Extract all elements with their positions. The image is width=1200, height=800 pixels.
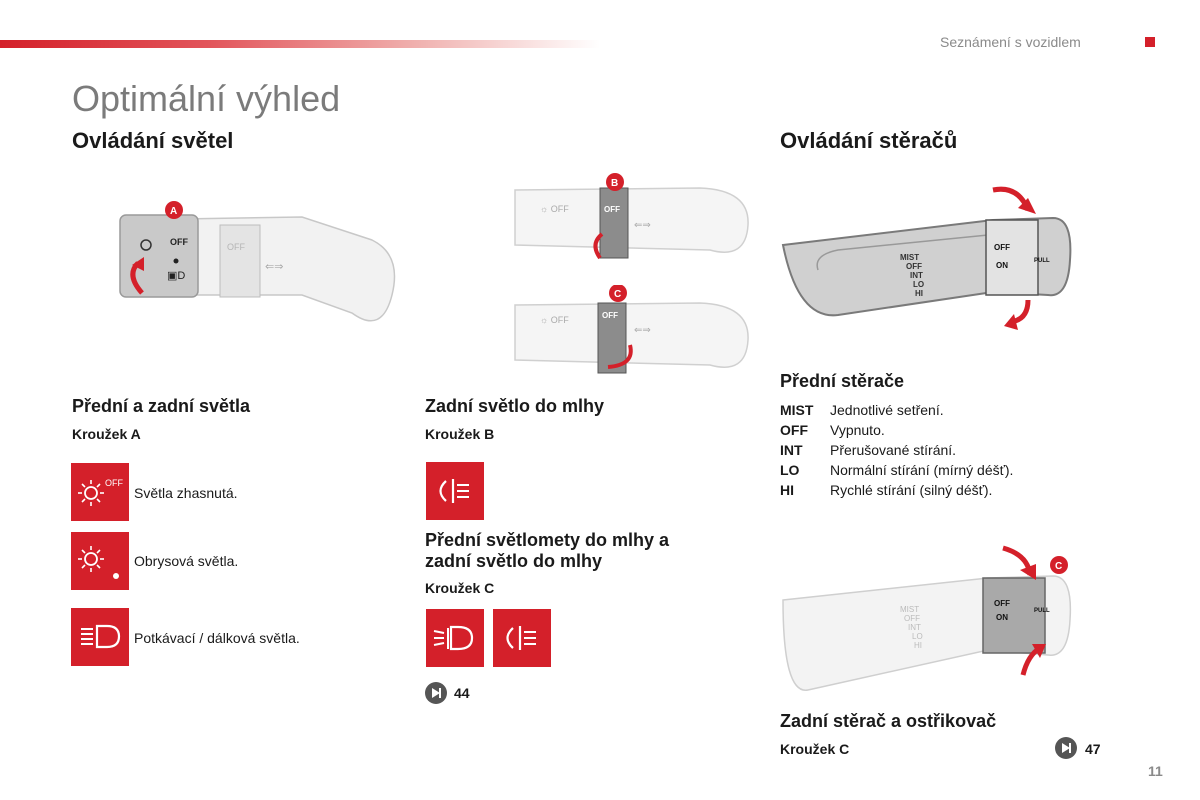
wiper-code: OFF [780,422,808,438]
svg-text:HI: HI [914,641,922,650]
wiper-off-label: OFF [994,243,1010,252]
headlights-label: Potkávací / dálková světla. [134,630,300,646]
rear-fog-title: Zadní světlo do mlhy [425,396,605,416]
section-marker [1145,37,1155,47]
svg-text:⇐⇒: ⇐⇒ [634,325,651,336]
wiper-code: MIST [780,402,814,418]
ring-a-marker: A [170,206,178,217]
wiper-code: INT [780,442,803,458]
front-fog-icon [426,609,484,667]
page-ref-icon[interactable] [425,682,447,704]
ring-b-marker: B [611,178,619,189]
svg-text:MIST: MIST [900,605,920,614]
svg-text:INT: INT [908,623,921,632]
wiper-row [780,460,1013,480]
svg-text:MIST: MIST [900,253,920,262]
front-wipers-table [780,400,1013,500]
lever-b-off-label: OFF [604,205,620,214]
svg-text:☼ OFF: ☼ OFF [540,315,569,325]
ring-c-label: Kroužek C [425,580,495,596]
svg-text:LO: LO [913,280,925,289]
svg-text:OFF: OFF [906,262,922,271]
lever-c-diagram [510,285,760,385]
header-gradient-bar [0,40,600,48]
page-ref-44[interactable]: 44 [454,685,470,701]
sidelights-label: Obrysová světla. [134,553,239,569]
svg-text:LO: LO [912,632,923,641]
wiper-desc: Přerušované stírání. [830,442,957,458]
wiper-code: LO [780,462,800,478]
sidelights-icon [71,532,129,590]
rear-ring-c-marker: C [1055,561,1063,572]
lever-c-off-label: OFF [602,311,618,320]
wiper-lever-diagram [778,180,1078,330]
rear-fog-icon-2 [493,609,551,667]
svg-text:INT: INT [910,271,923,280]
wiper-row [780,420,1013,440]
wiper-pull-label: PULL [1034,258,1050,264]
page-number: 11 [1148,763,1163,779]
svg-text:☼ OFF: ☼ OFF [540,204,569,214]
wiper-row [780,400,1013,420]
wiper-row [780,480,1013,500]
lever-a-diagram [112,195,402,345]
lever-b-diagram [510,170,760,270]
page-title: Optimální výhled [72,78,341,119]
rear-wiper-off-label: OFF [994,599,1010,608]
wiper-code: HI [780,482,794,498]
lever-a-off-ghost: OFF [227,242,245,252]
rear-ring-c-label: Kroužek C [780,741,850,757]
headlights-icon [71,608,129,666]
wiper-desc: Jednotlivé setření. [830,402,944,418]
front-rear-fog-title-2: zadní světlo do mlhy [425,551,603,571]
lights-off-label: Světla zhasnutá. [134,485,238,501]
front-rear-fog-title-1: Přední světlomety do mlhy a [425,530,670,550]
ring-c-marker: C [614,289,622,300]
lights-off-icon-text: OFF [105,478,123,488]
lights-off-icon [71,463,129,521]
wipers-heading: Ovládání stěračů [780,128,958,153]
rear-wiper-title: Zadní stěrač a ostřikovač [780,711,997,731]
front-rear-lights-title: Přední a zadní světla [72,396,251,416]
wiper-desc: Vypnuto. [830,422,885,438]
ring-a-label: Kroužek A [72,426,141,442]
svg-text:HI: HI [915,289,923,298]
lever-a-off-label: OFF [170,237,188,247]
wiper-desc: Normální stírání (mírný déšť). [830,462,1014,478]
page-ref-47[interactable]: 47 [1085,741,1101,757]
svg-text:⇐⇒: ⇐⇒ [265,261,284,273]
page-ref-icon[interactable] [1055,737,1077,759]
svg-text:OFF: OFF [904,614,920,623]
lights-heading: Ovládání světel [72,128,234,153]
rear-fog-icon [426,462,484,520]
rear-wiper-on-label: ON [996,613,1008,622]
ring-b-label: Kroužek B [425,426,495,442]
wiper-desc: Rychlé stírání (silný déšť). [830,482,993,498]
wiper-on-label: ON [996,261,1008,270]
section-label: Seznámení s vozidlem [940,34,1081,50]
rear-wiper-pull-label: PULL [1034,608,1050,614]
wiper-row [780,440,1013,460]
svg-text:⇐⇒: ⇐⇒ [634,220,651,231]
svg-text:▣D: ▣D [167,270,186,282]
front-wipers-title: Přední stěrače [780,371,905,391]
rear-wiper-lever-diagram [778,540,1078,700]
